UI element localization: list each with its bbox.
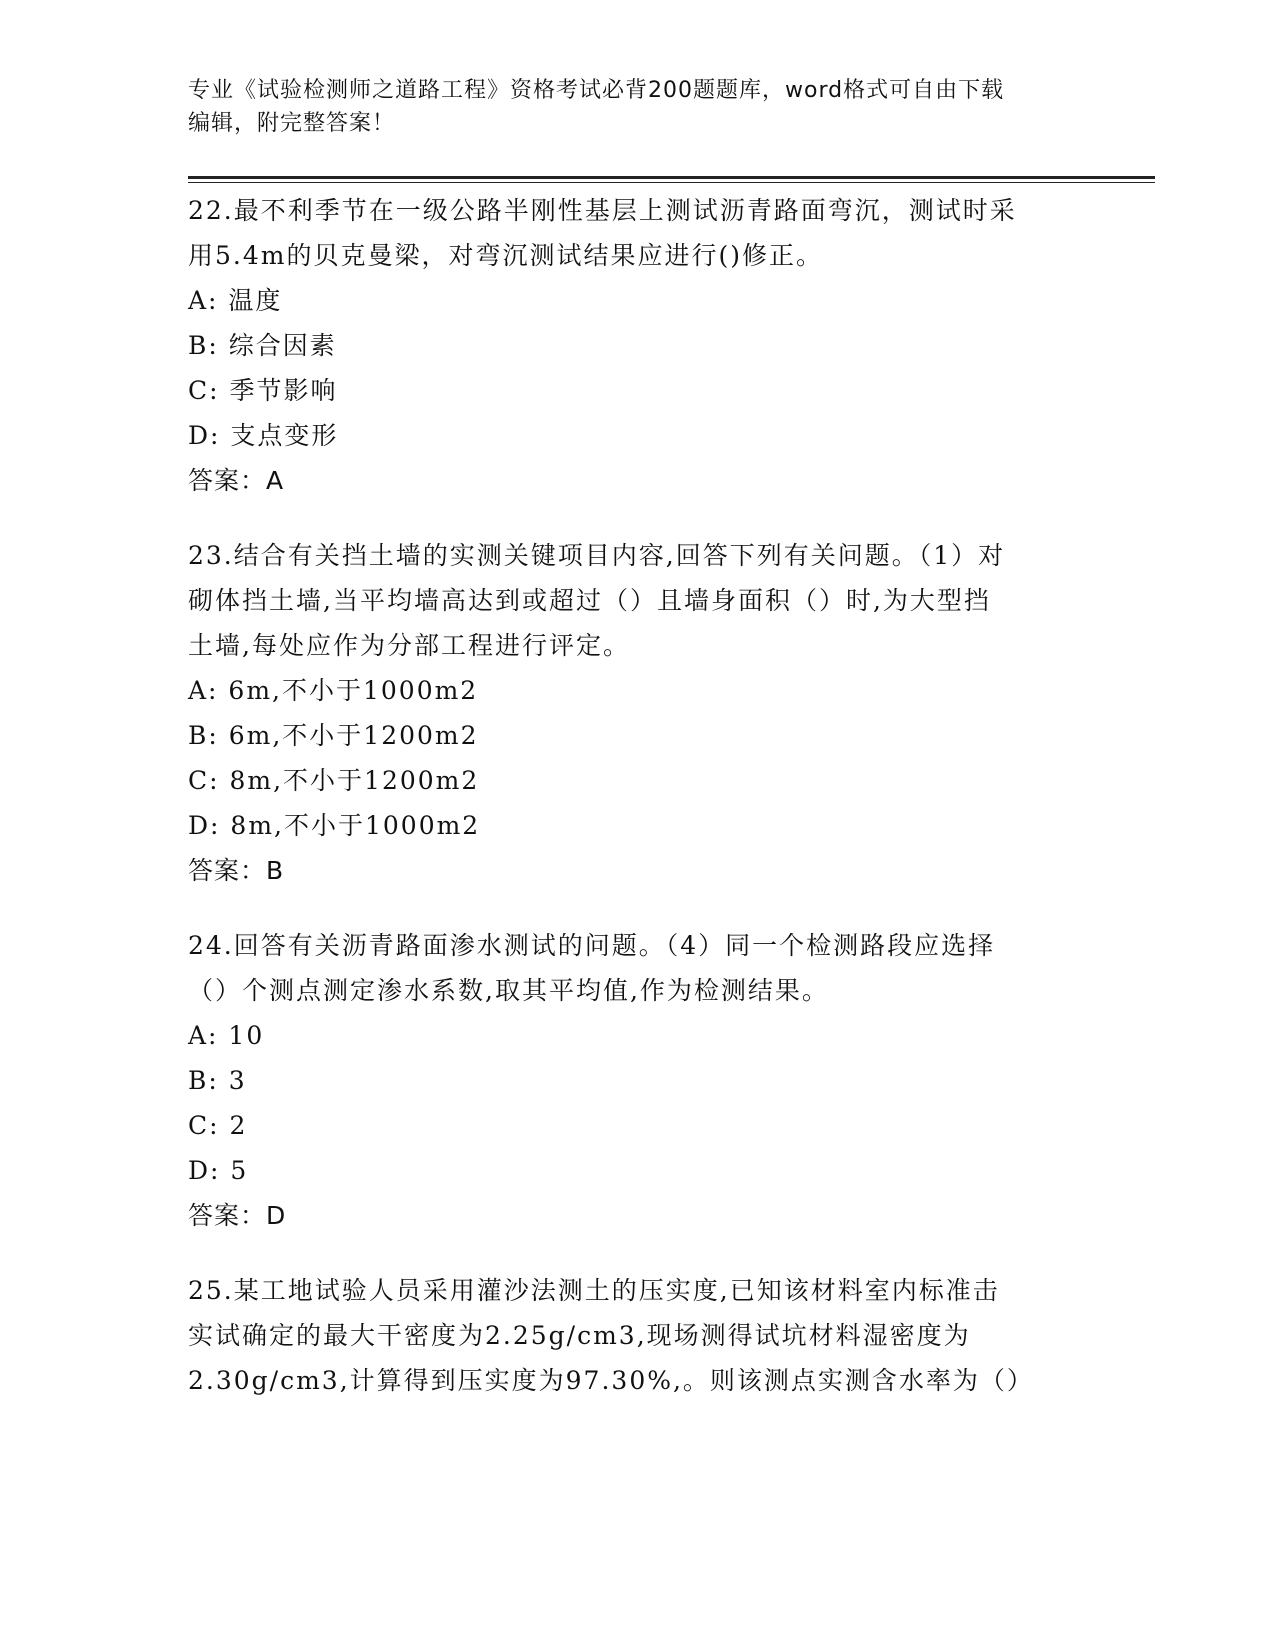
question-23 <box>188 533 1088 893</box>
header-line-2: 编辑，附完整答案！ <box>188 111 396 136</box>
question-25 <box>188 1268 1088 1403</box>
option-c: C: 8m,不小于1200m2 <box>188 766 480 795</box>
question-text-line: 25.某工地试验人员采用灌沙法测土的压实度,已知该材料室内标准击 <box>188 1276 1000 1305</box>
question-24 <box>188 923 1088 1238</box>
option-b: B: 3 <box>188 1066 247 1095</box>
option-d: D: 支点变形 <box>188 421 339 450</box>
question-text-line: 23.结合有关挡土墙的实测关键项目内容,回答下列有关问题。（1）对 <box>188 541 1006 570</box>
option-d: D: 8m,不小于1000m2 <box>188 811 481 840</box>
answer: 答案：D <box>188 1201 287 1230</box>
question-text-line: 实试确定的最大干密度为2.25g/cm3,现场测得试坑材料湿密度为 <box>188 1321 971 1350</box>
option-c: C: 2 <box>188 1111 248 1140</box>
option-a: A: 温度 <box>188 286 283 315</box>
question-22 <box>188 188 1088 503</box>
option-b: B: 6m,不小于1200m2 <box>188 721 479 750</box>
header-line-1: 专业《试验检测师之道路工程》资格考试必背200题题库，word格式可自由下载 <box>188 78 1005 103</box>
answer: 答案：B <box>188 856 285 885</box>
header-divider-thin <box>188 182 1155 183</box>
option-a: A: 10 <box>188 1021 265 1050</box>
question-text-line: 用5.4m的贝克曼梁，对弯沉测试结果应进行()修正。 <box>188 241 823 270</box>
question-text-line: （）个测点测定渗水系数,取其平均值,作为检测结果。 <box>188 976 829 1005</box>
question-text-line: 22.最不利季节在一级公路半刚性基层上测试沥青路面弯沉，测试时采 <box>188 196 1017 225</box>
option-a: A: 6m,不小于1000m2 <box>188 676 479 705</box>
option-d: D: 5 <box>188 1156 249 1185</box>
question-text-line: 土墙,每处应作为分部工程进行评定。 <box>188 631 630 660</box>
document-header <box>188 74 1068 140</box>
question-list <box>188 188 1088 1433</box>
question-text-line: 砌体挡土墙,当平均墙高达到或超过（）且墙身面积（）时,为大型挡 <box>188 586 991 615</box>
question-text-line: 2.30g/cm3,计算得到压实度为97.30%,。则该测点实测含水率为（） <box>188 1366 1034 1395</box>
header-divider-thick <box>188 176 1155 179</box>
question-text-line: 24.回答有关沥青路面渗水测试的问题。（4）同一个检测路段应选择 <box>188 931 996 960</box>
option-b: B: 综合因素 <box>188 331 337 360</box>
option-c: C: 季节影响 <box>188 376 338 405</box>
answer: 答案：A <box>188 466 285 495</box>
